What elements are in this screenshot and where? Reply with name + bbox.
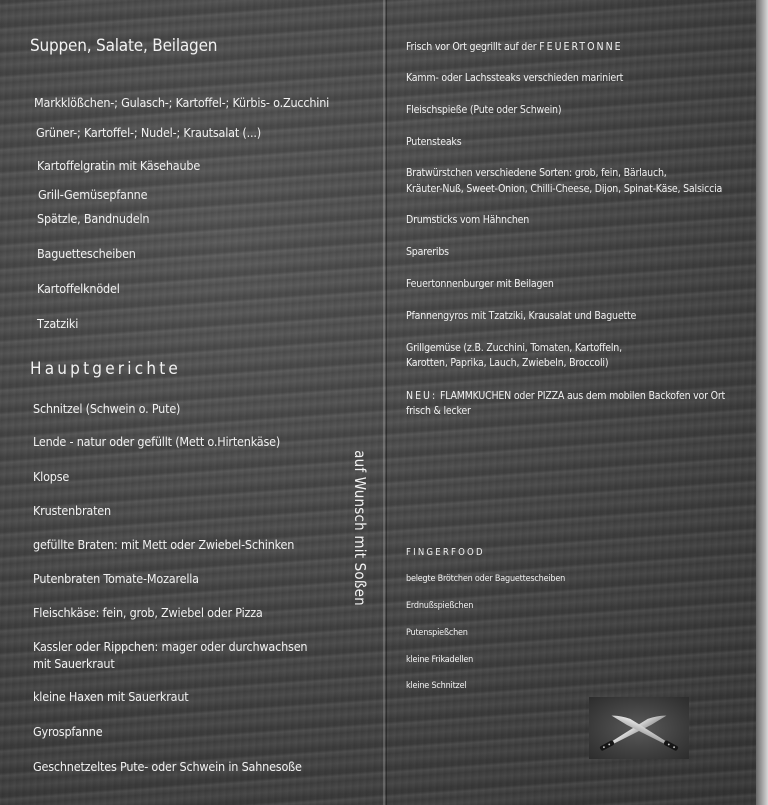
menu-item: Gyrospfanne bbox=[33, 724, 103, 739]
menu-item: Spareribs bbox=[406, 246, 449, 258]
menu-item: Grüner-; Kartoffel-; Nudel-; Krautsalat (...) bbox=[36, 125, 261, 140]
menu-item: Kamm- oder Lachssteaks verschieden mariniert bbox=[406, 72, 624, 84]
menu-item: Drumsticks vom Hähnchen bbox=[406, 214, 530, 226]
menu-item: Feuertonnenburger mit Beilagen bbox=[406, 278, 554, 290]
menu-item: Grillgemüse (z.B. Zucchini, Tomaten, Kartoffeln, bbox=[406, 342, 622, 354]
menu-item-continuation: mit Sauerkraut bbox=[33, 656, 115, 671]
menu-item: Putenbraten Tomate-Mozarella bbox=[33, 571, 199, 586]
fold-line bbox=[383, 0, 385, 805]
grill-intro-highlight: FEUERTONNE bbox=[539, 41, 623, 53]
menu-item: kleine Haxen mit Sauerkraut bbox=[33, 689, 189, 704]
new-offer bbox=[406, 390, 725, 402]
new-offer-text: FLAMMKUCHEN oder PIZZA aus dem mobilen Backofen vor Ort bbox=[439, 390, 726, 402]
section-title-suppen: Suppen, Salate, Beilagen bbox=[30, 36, 218, 56]
menu-item: Fleischkäse: fein, grob, Zwiebel oder Pizza bbox=[33, 605, 263, 620]
menu-item: Markklößchen-; Gulasch-; Kartoffel-; Kürbis- o.Zucchini bbox=[34, 95, 330, 110]
menu-item: Bratwürstchen verschiedene Sorten: grob, fein, Bärlauch, bbox=[406, 167, 667, 179]
menu-item: Geschnetzeltes Pute- oder Schwein in Sahnesoße bbox=[33, 759, 302, 774]
paper-edge bbox=[756, 0, 768, 805]
fingerfood-item: belegte Brötchen oder Baguettescheiben bbox=[406, 574, 566, 584]
vertical-note: auf Wunsch mit Soßen bbox=[351, 450, 369, 606]
menu-item: Tzatziki bbox=[37, 316, 79, 331]
fingerfood-item: kleine Frikadellen bbox=[406, 655, 474, 665]
crossed-knives-icon bbox=[589, 697, 689, 759]
menu-item-continuation: Kräuter-Nuß, Sweet-Onion, Chilli-Cheese, Dijon, Spinat-Käse, Salsiccia bbox=[406, 183, 723, 195]
crossed-knives-image bbox=[589, 697, 689, 759]
fingerfood-item: kleine Schnitzel bbox=[406, 681, 467, 691]
fold-shadow bbox=[386, 0, 387, 805]
menu-item: Spätzle, Bandnudeln bbox=[37, 211, 150, 226]
fingerfood-item: Putenspießchen bbox=[406, 628, 468, 638]
fingerfood-item: Erdnußspießchen bbox=[406, 601, 474, 611]
menu-item: Lende - natur oder gefüllt (Mett o.Hirtenkäse) bbox=[33, 434, 281, 449]
menu-item: Grill-Gemüsepfanne bbox=[38, 187, 148, 202]
fingerfood-title: FINGERFOOD bbox=[406, 547, 485, 558]
menu-item: gefüllte Braten: mit Mett oder Zwiebel-Schinken bbox=[33, 537, 295, 552]
menu-item: Krustenbraten bbox=[33, 503, 111, 518]
section-title-hauptgerichte: Hauptgerichte bbox=[30, 359, 182, 379]
menu-item: Schnitzel (Schwein o. Pute) bbox=[33, 401, 181, 416]
menu-item: Klopse bbox=[33, 469, 70, 484]
menu-item: Putensteaks bbox=[406, 136, 462, 148]
menu-item: Kassler oder Rippchen: mager oder durchwachsen bbox=[33, 639, 308, 654]
menu-item-continuation: Karotten, Paprika, Lauch, Zwiebeln, Broccoli) bbox=[406, 357, 609, 369]
menu-item: Kartoffelknödel bbox=[37, 281, 120, 296]
menu-item: Pfannengyros mit Tzatziki, Krausalat und Baguette bbox=[406, 310, 637, 322]
new-offer-label: NEU: bbox=[406, 390, 438, 402]
menu-item: Fleischspieße (Pute oder Schwein) bbox=[406, 104, 562, 116]
menu-item: Baguettescheiben bbox=[37, 246, 136, 261]
new-offer-text-2: frisch & lecker bbox=[406, 405, 471, 417]
grill-intro bbox=[406, 41, 623, 53]
menu-item: Kartoffelgratin mit Käsehaube bbox=[37, 158, 201, 173]
grill-intro-text: Frisch vor Ort gegrillt auf der bbox=[406, 41, 537, 53]
